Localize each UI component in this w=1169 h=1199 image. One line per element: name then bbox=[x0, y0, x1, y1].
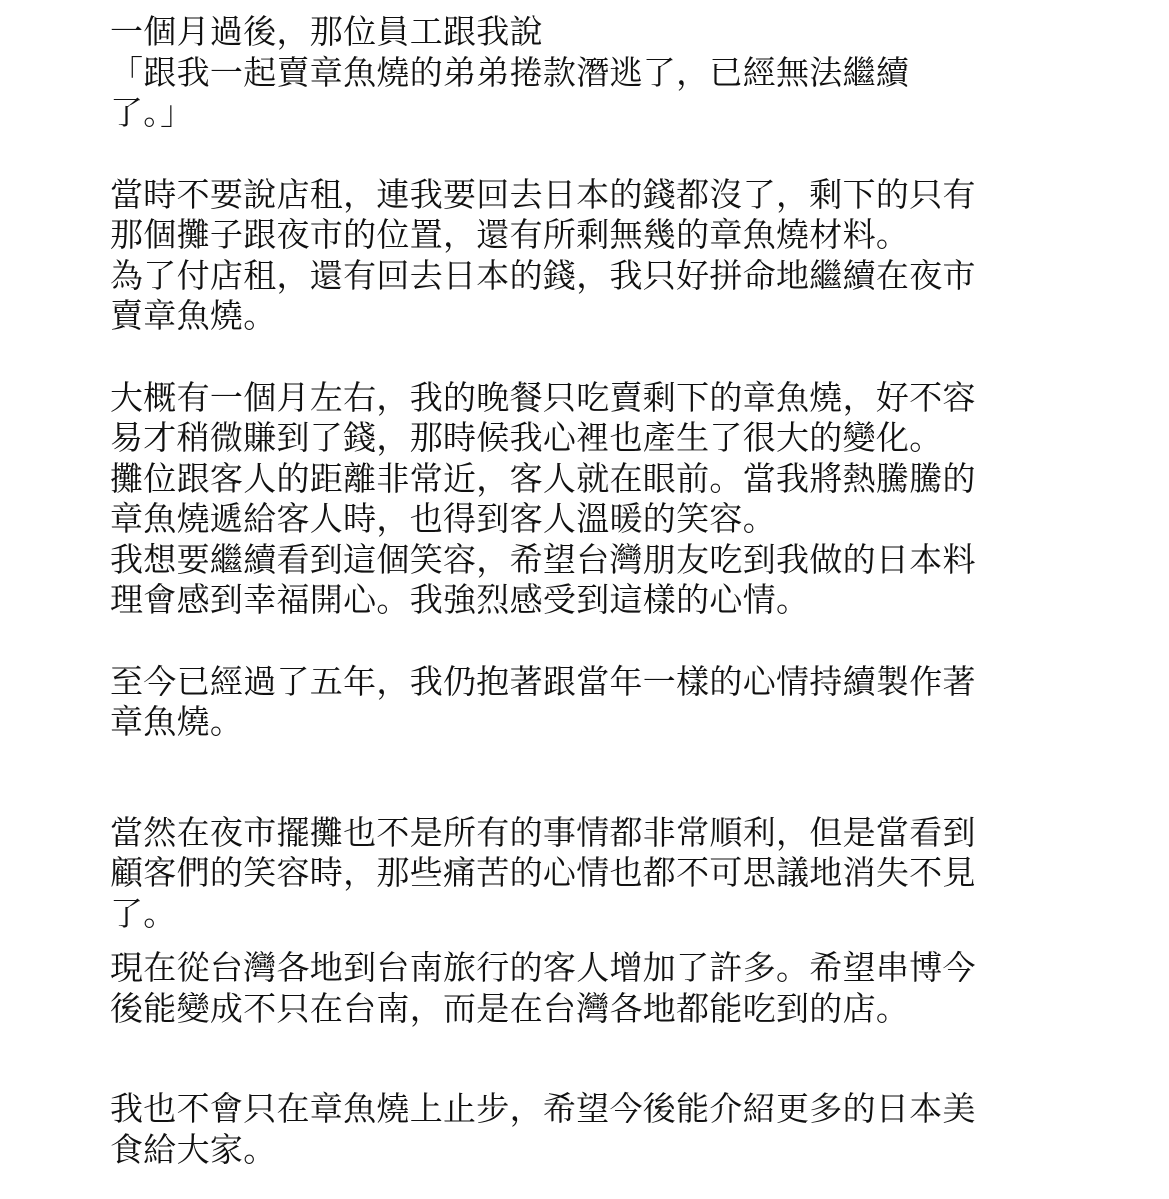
paragraph-4 bbox=[110, 662, 1040, 743]
text-line: 那個攤子跟夜市的位置，還有所剩無幾的章魚燒材料。 bbox=[110, 215, 910, 254]
text-line: 了。」 bbox=[110, 93, 194, 132]
text-line: 章魚燒遞給客人時，也得到客人溫暖的笑容。 bbox=[110, 499, 776, 538]
document-body bbox=[110, 12, 1040, 1170]
text-line: 當然在夜市擺攤也不是所有的事情都非常順利，但是當看到 bbox=[110, 812, 976, 852]
paragraph-1 bbox=[110, 12, 1040, 134]
text-line: 至今已經過了五年，我仍抱著跟當年一樣的心情持續製作著 bbox=[110, 661, 976, 701]
paragraph-7 bbox=[110, 1089, 1040, 1170]
text-line: 我想要繼續看到這個笑容，希望台灣朋友吃到我做的日本料 bbox=[110, 539, 976, 579]
paragraph-2 bbox=[110, 175, 1040, 337]
text-line: 為了付店租，還有回去日本的錢，我只好拼命地繼續在夜市 bbox=[110, 255, 976, 295]
paragraph-5 bbox=[110, 813, 1040, 935]
text-line: 現在從台灣各地到台南旅行的客人增加了許多。希望串博今 bbox=[110, 948, 976, 987]
text-line: 當時不要說店租，連我要回去日本的錢都沒了，剩下的只有 bbox=[110, 174, 976, 214]
paragraph-3 bbox=[110, 378, 1040, 621]
text-line: 食給大家。 bbox=[110, 1129, 277, 1169]
text-line: 賣章魚燒。 bbox=[110, 296, 277, 335]
text-line: 顧客們的笑容時，那些痛苦的心情也都不可思議地消失不見 bbox=[110, 853, 976, 892]
text-line: 了。 bbox=[110, 893, 177, 933]
text-line: 我也不會只在章魚燒上止步，希望今後能介紹更多的日本美 bbox=[110, 1089, 976, 1128]
text-line: 一個月過後，那位員工跟我說 bbox=[110, 12, 543, 51]
paragraph-6 bbox=[110, 948, 1040, 1029]
text-line: 大概有一個月左右，我的晚餐只吃賣剩下的章魚燒，好不容 bbox=[110, 377, 976, 417]
text-line: 章魚燒。 bbox=[110, 702, 244, 741]
text-line: 後能變成不只在台南，而是在台灣各地都能吃到的店。 bbox=[110, 988, 910, 1028]
text-line: 易才稍微賺到了錢，那時候我心裡也產生了很大的變化。 bbox=[110, 418, 943, 457]
text-line: 攤位跟客人的距離非常近，客人就在眼前。當我將熱騰騰的 bbox=[110, 458, 976, 498]
text-line: 「跟我一起賣章魚燒的弟弟捲款潛逃了，已經無法繼續 bbox=[110, 52, 910, 92]
text-line: 理會感到幸福開心。我強烈感受到這樣的心情。 bbox=[110, 580, 810, 619]
